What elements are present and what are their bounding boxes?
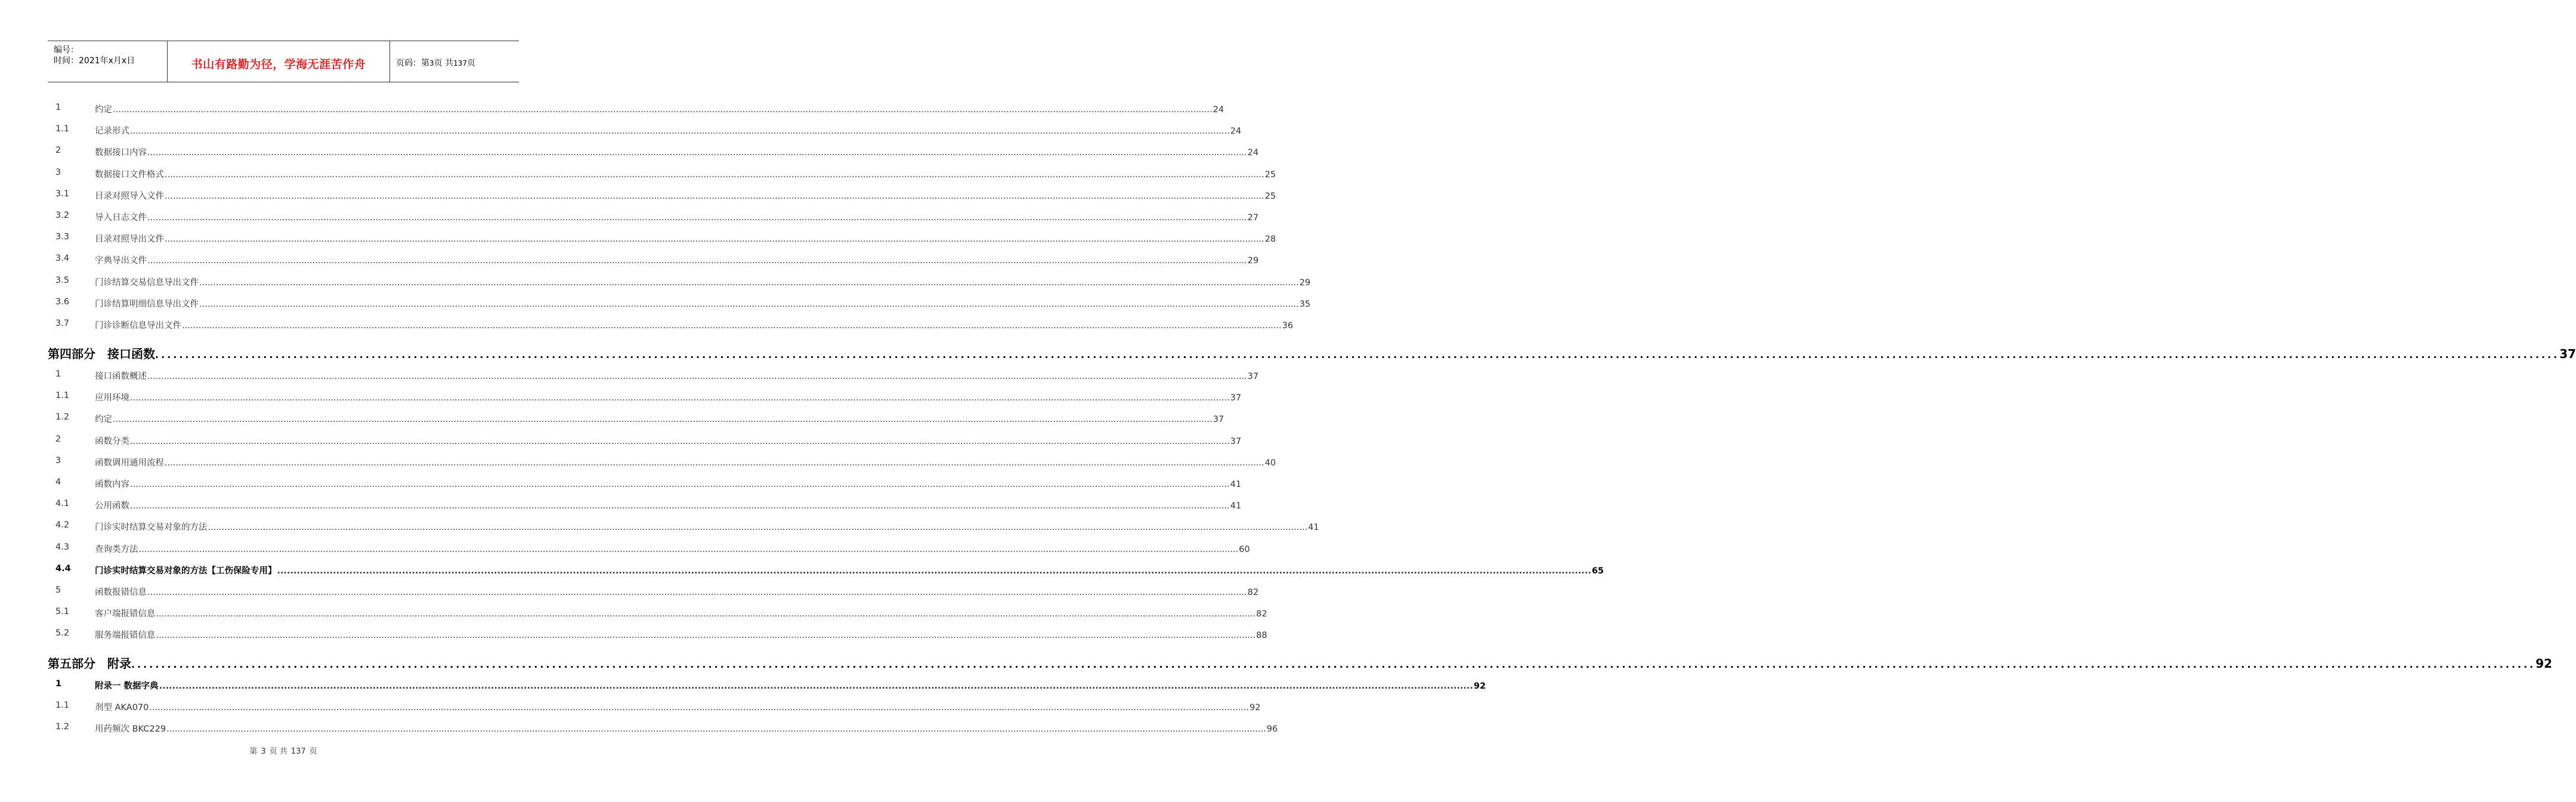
toc-entry-page: 40 <box>1264 458 1276 468</box>
page-label: 页码：第 <box>396 58 429 68</box>
toc-entry-number: 1.1 <box>55 701 70 711</box>
toc-entry-page: 37 <box>1213 415 1224 425</box>
toc-entry-title: 数据接口内容 <box>95 148 147 158</box>
toc-entry[interactable] <box>55 455 1276 468</box>
toc-entry-number: 3.3 <box>55 232 70 242</box>
toc-entry[interactable] <box>55 541 1250 554</box>
toc-entry[interactable] <box>55 123 1242 137</box>
toc-entry-title: 导入日志文件 <box>95 213 147 223</box>
page-footer <box>0 745 567 756</box>
toc-entry[interactable] <box>55 252 1259 266</box>
toc-entry-number: 4.1 <box>55 499 70 509</box>
dot-leader: ................................................................................................................................................................................................................................................................................................................................................................................................................ <box>113 415 1213 425</box>
part-page: 92 <box>2535 656 2553 671</box>
page-mid: 页 共 <box>434 58 454 68</box>
dot-leader: ................................................................................................................................................................................................................................................................................................................................................................................................................ <box>156 609 1256 619</box>
dot-leader: ................................................................................................................................................................................................................................................................................................................................................................................................................ <box>208 523 1308 533</box>
toc-entry-title: 门诊实时结算交易对象的方法【工伤保险专用】 <box>95 566 277 576</box>
toc-entry-title: 函数内容 <box>95 480 129 489</box>
toc-entry[interactable] <box>55 188 1276 201</box>
toc-entry[interactable] <box>55 699 1261 713</box>
toc-entry[interactable] <box>55 231 1276 245</box>
toc-entry-page: 41 <box>1308 523 1319 533</box>
toc-entry-title: 记录形式 <box>95 127 129 137</box>
header-meta-cell <box>48 41 168 82</box>
toc-entry-title: 函数报错信息 <box>95 588 147 597</box>
toc-entry[interactable] <box>55 584 1259 597</box>
toc-entry-title: 服务端报错信息 <box>95 631 156 641</box>
toc-entry-page: 37 <box>1230 436 1242 446</box>
header-page-info <box>396 57 475 69</box>
toc-entry[interactable] <box>55 411 1224 425</box>
toc-entry[interactable] <box>55 101 1224 115</box>
toc-entry-page: 82 <box>1256 609 1267 619</box>
toc-entry-title: 函数调用通用流程 <box>95 458 164 468</box>
dot-leader: ................................................................................................................................................................................................................................................................................................................................................................................................................ <box>149 703 1250 713</box>
footer-prefix: 第 <box>249 747 258 756</box>
toc-entry-number: 5.1 <box>55 607 70 617</box>
toc-entry[interactable] <box>55 433 1242 446</box>
dot-leader: ................................................................................................................................................................................................................................................................................................................................................................................................................ <box>147 588 1247 597</box>
toc-entry[interactable] <box>55 166 1276 180</box>
dot-leader: ................................................................................................................................................................................................................................................................................................................................................................................................................ <box>147 256 1247 266</box>
toc-entry-page: 24 <box>1247 148 1259 158</box>
toc-entry-page: 24 <box>1213 105 1224 115</box>
toc-entry-number: 5.2 <box>55 628 70 638</box>
dot-leader: ................................................................................................................................................................................................................................................................................................................................................................................................................ <box>156 631 1256 641</box>
toc-entry-title: 剂型 AKA070 <box>95 703 149 713</box>
toc-entry-page: 37 <box>1230 393 1242 403</box>
header-motto-cell <box>168 41 390 82</box>
dot-leader: ................................................................................................................................................................................................................................................................................................................................................................................................................ <box>155 349 2560 360</box>
toc-entry-page: 29 <box>1247 256 1259 266</box>
toc-entry-page: 25 <box>1264 191 1276 201</box>
dot-leader: ................................................................................................................................................................................................................................................................................................................................................................................................................ <box>166 724 1266 735</box>
toc-entry-title: 约定 <box>95 415 112 425</box>
footer-suffix: 页 <box>309 747 317 756</box>
toc-entry-page: 25 <box>1264 169 1276 180</box>
toc-entry-number: 4 <box>55 477 61 487</box>
toc-entry-page: 24 <box>1230 127 1242 137</box>
dot-leader: ................................................................................................................................................................................................................................................................................................................................................................................................................ <box>199 299 1299 309</box>
dot-leader: ................................................................................................................................................................................................................................................................................................................................................................................................................ <box>165 191 1264 201</box>
dot-leader: ................................................................................................................................................................................................................................................................................................................................................................................................................ <box>147 213 1247 223</box>
toc-entry-page: 41 <box>1230 501 1242 511</box>
time-label: 时间：2021年x月x日 <box>54 56 135 66</box>
toc-entry-title: 门诊诊断信息导出文件 <box>95 321 181 331</box>
toc-entry[interactable] <box>55 678 1486 691</box>
dot-leader: ................................................................................................................................................................................................................................................................................................................................................................................................................ <box>130 393 1230 403</box>
page-current: 3 <box>429 59 434 67</box>
toc-entry-page: 92 <box>1473 681 1486 691</box>
page-header <box>48 41 519 82</box>
toc-entry-page: 92 <box>1250 703 1261 713</box>
toc-entry[interactable] <box>55 274 1311 288</box>
toc-entry-number: 3 <box>55 455 61 465</box>
toc-entry-number: 3.6 <box>55 297 70 307</box>
toc-entry-title: 附录一 数据字典 <box>95 681 159 691</box>
header-page-cell <box>390 41 519 82</box>
part-title: 第四部分 接口函数 <box>48 347 155 361</box>
dot-leader: ................................................................................................................................................................................................................................................................................................................................................................................................................ <box>130 436 1230 446</box>
toc-entry-title: 用药频次 BKC229 <box>95 724 166 735</box>
toc-entry[interactable] <box>55 627 1267 641</box>
toc-entry[interactable] <box>55 144 1259 158</box>
toc-entry-page: 60 <box>1239 544 1250 554</box>
toc-entry-title: 约定 <box>95 105 112 115</box>
footer-current: 3 <box>261 747 266 756</box>
toc-entry-page: 35 <box>1299 299 1311 309</box>
toc-entry-number: 1.1 <box>55 124 70 134</box>
dot-leader: ................................................................................................................................................................................................................................................................................................................................................................................................................ <box>199 277 1299 288</box>
toc-entry-number: 5 <box>55 585 61 595</box>
toc-entry-title: 客户端报错信息 <box>95 609 156 619</box>
toc-entry-title: 应用环境 <box>95 393 129 403</box>
toc-entry-page: 29 <box>1299 277 1311 288</box>
dot-leader: ................................................................................................................................................................................................................................................................................................................................................................................................................ <box>138 544 1239 554</box>
toc-entry-number: 3.2 <box>55 211 70 220</box>
dot-leader: ................................................................................................................................................................................................................................................................................................................................................................................................................ <box>130 501 1230 511</box>
toc-entry[interactable] <box>55 209 1259 223</box>
number-label: 编号： <box>54 45 79 55</box>
footer-total: 137 <box>290 747 306 756</box>
toc-entry-title: 目录对照导出文件 <box>95 235 164 245</box>
dot-leader: ................................................................................................................................................................................................................................................................................................................................................................................................................ <box>182 321 1282 331</box>
part-page: 37 <box>2559 347 2576 361</box>
toc-entry[interactable] <box>55 368 1259 381</box>
toc-entry-page: 27 <box>1247 213 1259 223</box>
toc-entry-title: 公用函数 <box>95 501 129 511</box>
toc-entry-page: 96 <box>1266 724 1278 735</box>
dot-leader: ................................................................................................................................................................................................................................................................................................................................................................................................................ <box>113 105 1213 115</box>
toc-entry-title: 字典导出文件 <box>95 256 147 266</box>
toc-entry-number: 1.1 <box>55 391 70 401</box>
dot-leader: ................................................................................................................................................................................................................................................................................................................................................................................................................ <box>130 480 1230 489</box>
toc-entry[interactable] <box>55 296 1311 309</box>
toc-entry[interactable] <box>55 317 1294 331</box>
toc-entry[interactable] <box>55 563 1604 576</box>
dot-leader: ................................................................................................................................................................................................................................................................................................................................................................................................................ <box>131 659 2536 670</box>
toc-entry[interactable] <box>55 519 1319 533</box>
toc-entry-title: 数据接口文件格式 <box>95 169 164 180</box>
toc-entry-title: 接口函数概述 <box>95 372 147 381</box>
toc-entry[interactable] <box>55 498 1242 511</box>
toc-entry-number: 4.3 <box>55 542 70 552</box>
toc-entry-number: 4.2 <box>55 520 70 530</box>
part-title: 第五部分 附录 <box>48 656 131 671</box>
toc-entry-page: 36 <box>1282 321 1294 331</box>
toc-entry-page: 28 <box>1264 235 1276 245</box>
dot-leader: ................................................................................................................................................................................................................................................................................................................................................................................................................ <box>165 235 1264 245</box>
toc-entry-number: 2 <box>55 434 61 444</box>
toc-entry-number: 1.2 <box>55 722 70 732</box>
part-heading[interactable] <box>48 654 2553 671</box>
toc-entry-number: 2 <box>55 146 61 156</box>
toc-entry-page: 65 <box>1591 566 1604 576</box>
motto: 书山有路勤为径，学海无涯苦作舟 <box>191 58 366 71</box>
toc-entry[interactable] <box>55 606 1267 619</box>
dot-leader: ................................................................................................................................................................................................................................................................................................................................................................................................................ <box>277 566 1591 576</box>
toc-entry-number: 3.4 <box>55 254 70 264</box>
toc-entry-number: 4.4 <box>55 563 71 573</box>
dot-leader: ................................................................................................................................................................................................................................................................................................................................................................................................................ <box>165 458 1264 468</box>
toc-entry[interactable] <box>55 476 1242 489</box>
toc-entry-number: 3 <box>55 167 61 177</box>
toc-entry[interactable] <box>55 721 1278 735</box>
page-total: 137 <box>453 59 467 67</box>
toc-entry-number: 1 <box>55 369 61 379</box>
dot-leader: ................................................................................................................................................................................................................................................................................................................................................................................................................ <box>165 169 1264 180</box>
toc-entry-page: 41 <box>1230 480 1242 489</box>
dot-leader: ................................................................................................................................................................................................................................................................................................................................................................................................................ <box>147 148 1247 158</box>
toc-entry-title: 目录对照导入文件 <box>95 191 164 201</box>
toc-entry-number: 1.2 <box>55 412 70 422</box>
toc-entry-title: 门诊结算交易信息导出文件 <box>95 277 199 288</box>
toc-entry[interactable] <box>55 390 1242 403</box>
toc-entry-page: 88 <box>1256 631 1267 641</box>
toc-entry-page: 37 <box>1247 372 1259 381</box>
footer-mid: 页 共 <box>269 747 287 756</box>
toc-entry-number: 3.5 <box>55 275 70 285</box>
dot-leader: ................................................................................................................................................................................................................................................................................................................................................................................................................ <box>159 681 1473 691</box>
toc-entry-page: 82 <box>1247 588 1259 597</box>
toc-entry-title: 查询类方法 <box>95 544 138 554</box>
part-heading[interactable] <box>48 344 2576 361</box>
page-end: 页 <box>467 58 475 68</box>
dot-leader: ................................................................................................................................................................................................................................................................................................................................................................................................................ <box>147 372 1247 381</box>
toc-entry-number: 3.1 <box>55 189 70 199</box>
toc-entry-number: 3.7 <box>55 319 70 328</box>
toc-entry-number: 1 <box>55 103 61 112</box>
dot-leader: ................................................................................................................................................................................................................................................................................................................................................................................................................ <box>130 127 1230 137</box>
toc-entry-title: 门诊结算明细信息导出文件 <box>95 299 199 309</box>
toc-entry-number: 1 <box>55 679 62 689</box>
toc-entry-title: 函数分类 <box>95 436 129 446</box>
toc-entry-title: 门诊实时结算交易对象的方法 <box>95 523 208 533</box>
